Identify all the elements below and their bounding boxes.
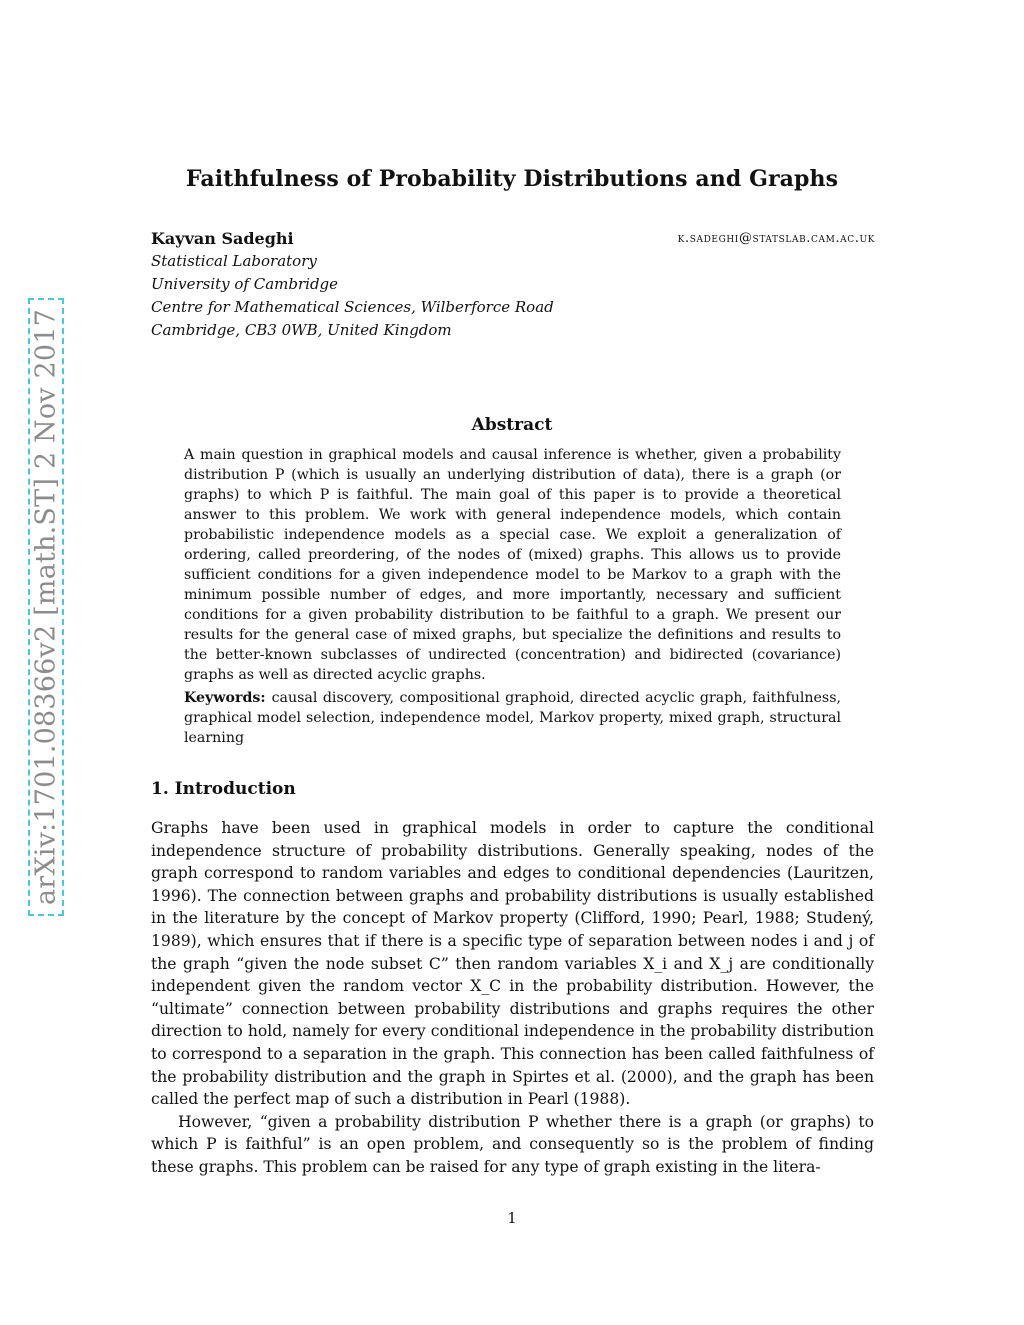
paragraph: Graphs have been used in graphical models in order to capture the conditional independence structure of probability distributions. Generally speaking, nodes of the graph correspond to random variables and edges to conditional dependencies (Lauritzen, 1996). The connection between graphs and probability distributions is usually established in the literature by the concept of Markov property (Clifford, 1990; Pearl, 1988; Studený, 1989), which ensures that if there is a specific type of separation between nodes i and j of the graph “given the node subset C” then random variables X_i and X_j are conditionally independent given the random vector X_C in the probability distribution. However, the “ultimate” connection between probability distributions and graphs requires the other direction to hold, namely for every conditional independence in the probability distribution to correspond to a separation in the graph. This connection has been called faithfulness of the probability distribution and the graph in Spirtes et al. (2000), and the graph has been called the perfect map of such a distribution in Pearl (1988).: [151, 819, 874, 1109]
keywords-label: Keywords:: [184, 690, 266, 706]
affiliation-line: University of Cambridge: [151, 275, 339, 293]
affiliation-line: Statistical Laboratory: [151, 252, 317, 270]
page-number: 1: [507, 1209, 517, 1227]
affiliation-line: Centre for Mathematical Sciences, Wilberforce Road: [151, 298, 554, 316]
keywords: [184, 688, 841, 748]
abstract-heading: Abstract: [471, 415, 553, 435]
abstract-text: A main question in graphical models and causal inference is whether, given a probability distribution P (which is usually an underlying distribution of data), there is a graph (or graphs) to which P is faithful. The main goal of this paper is to provide a theoretical answer to this problem. We work with general independence models, which contain probabilistic independence models as a special case. We exploit a generalization of ordering, called preordering, of the nodes of (mixed) graphs. This allows us to provide sufficient conditions for a given independence model to be Markov to a graph with the minimum possible number of edges, and more importantly, necessary and sufficient conditions for a given probability distribution to be faithful to a graph. We present our results for the general case of mixed graphs, but specialize the definitions and results to the better-known subclasses of undirected (concentration) and bidirected (covariance) graphs as well as directed acyclic graphs.: [184, 447, 841, 683]
paper-title: Faithfulness of Probability Distributions and Graphs: [185, 166, 839, 192]
author-email: k.sadeghi@statslab.cam.ac.uk: [677, 231, 875, 246]
keywords-text: causal discovery, compositional graphoid, directed acyclic graph, faithfulness, graphical model selection, independence model, Markov property, mixed graph, structural learning: [184, 690, 841, 746]
author-name: Kayvan Sadeghi: [151, 229, 294, 248]
author-block: [151, 227, 875, 342]
affiliation-line: Cambridge, CB3 0WB, United Kingdom: [151, 321, 452, 339]
introduction-body: [151, 817, 874, 1179]
paragraph: However, “given a probability distribution P whether there is a graph (or graphs) to which P is faithful” is an open problem, and consequently so is the problem of finding these graphs. This problem can be raised for any type of graph existing in the litera-: [151, 1112, 874, 1176]
arxiv-identifier: arXiv:1701.08366v2 [math.ST] 2 Nov 2017: [30, 308, 62, 906]
section-heading-introduction: 1. Introduction: [151, 779, 296, 799]
arxiv-stamp: [28, 298, 64, 916]
